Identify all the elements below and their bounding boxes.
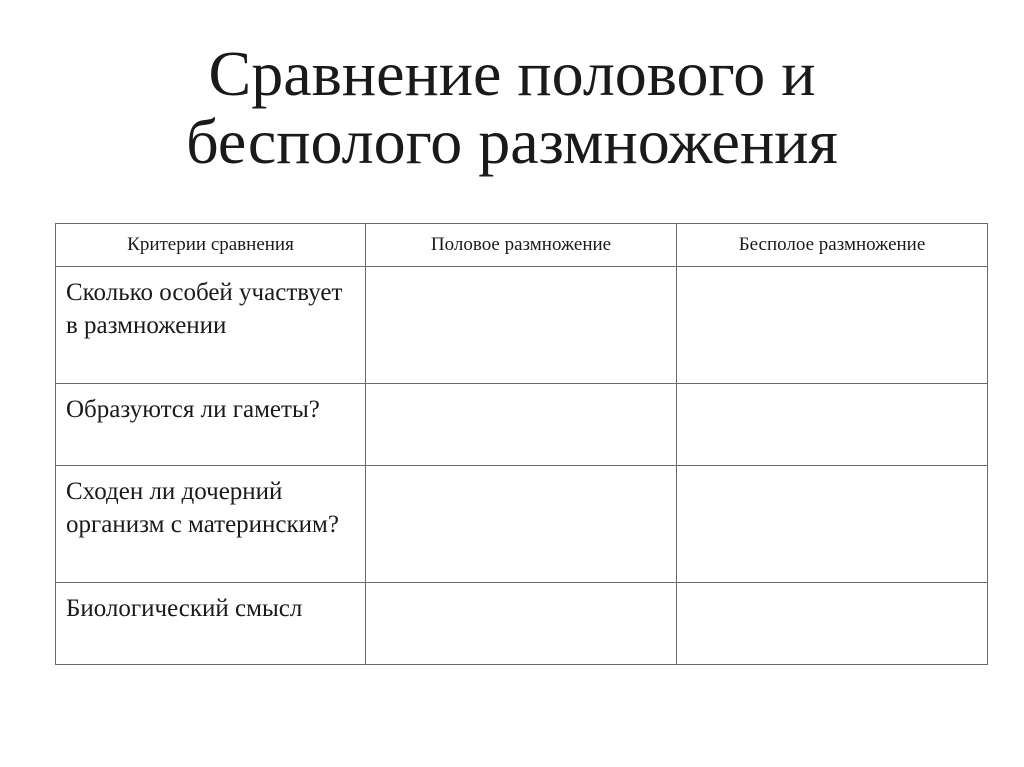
table-row — [56, 583, 988, 665]
asexual-cell — [677, 583, 988, 665]
slide-title — [0, 40, 1024, 176]
sexual-cell — [366, 583, 677, 665]
asexual-cell — [677, 466, 988, 583]
header-asexual-reproduction: Бесполое размножение — [677, 224, 988, 267]
table-row — [56, 384, 988, 466]
comparison-table — [55, 223, 988, 665]
sexual-cell — [366, 466, 677, 583]
table-header-row — [56, 224, 988, 267]
criterion-cell: Сколько особей участвует в размножении — [56, 267, 366, 384]
asexual-cell — [677, 384, 988, 466]
table-row — [56, 466, 988, 583]
slide-title-line-1: Сравнение полового и — [208, 38, 816, 109]
criterion-cell: Биологический смысл — [56, 583, 366, 665]
criterion-cell: Сходен ли дочерний организм с материнским? — [56, 466, 366, 583]
sexual-cell — [366, 267, 677, 384]
header-sexual-reproduction: Половое размножение — [366, 224, 677, 267]
criterion-cell: Образуются ли гаметы? — [56, 384, 366, 466]
header-criteria: Критерии сравнения — [56, 224, 366, 267]
asexual-cell — [677, 267, 988, 384]
table-row — [56, 267, 988, 384]
sexual-cell — [366, 384, 677, 466]
slide-title-line-2: бесполого размножения — [186, 106, 838, 177]
